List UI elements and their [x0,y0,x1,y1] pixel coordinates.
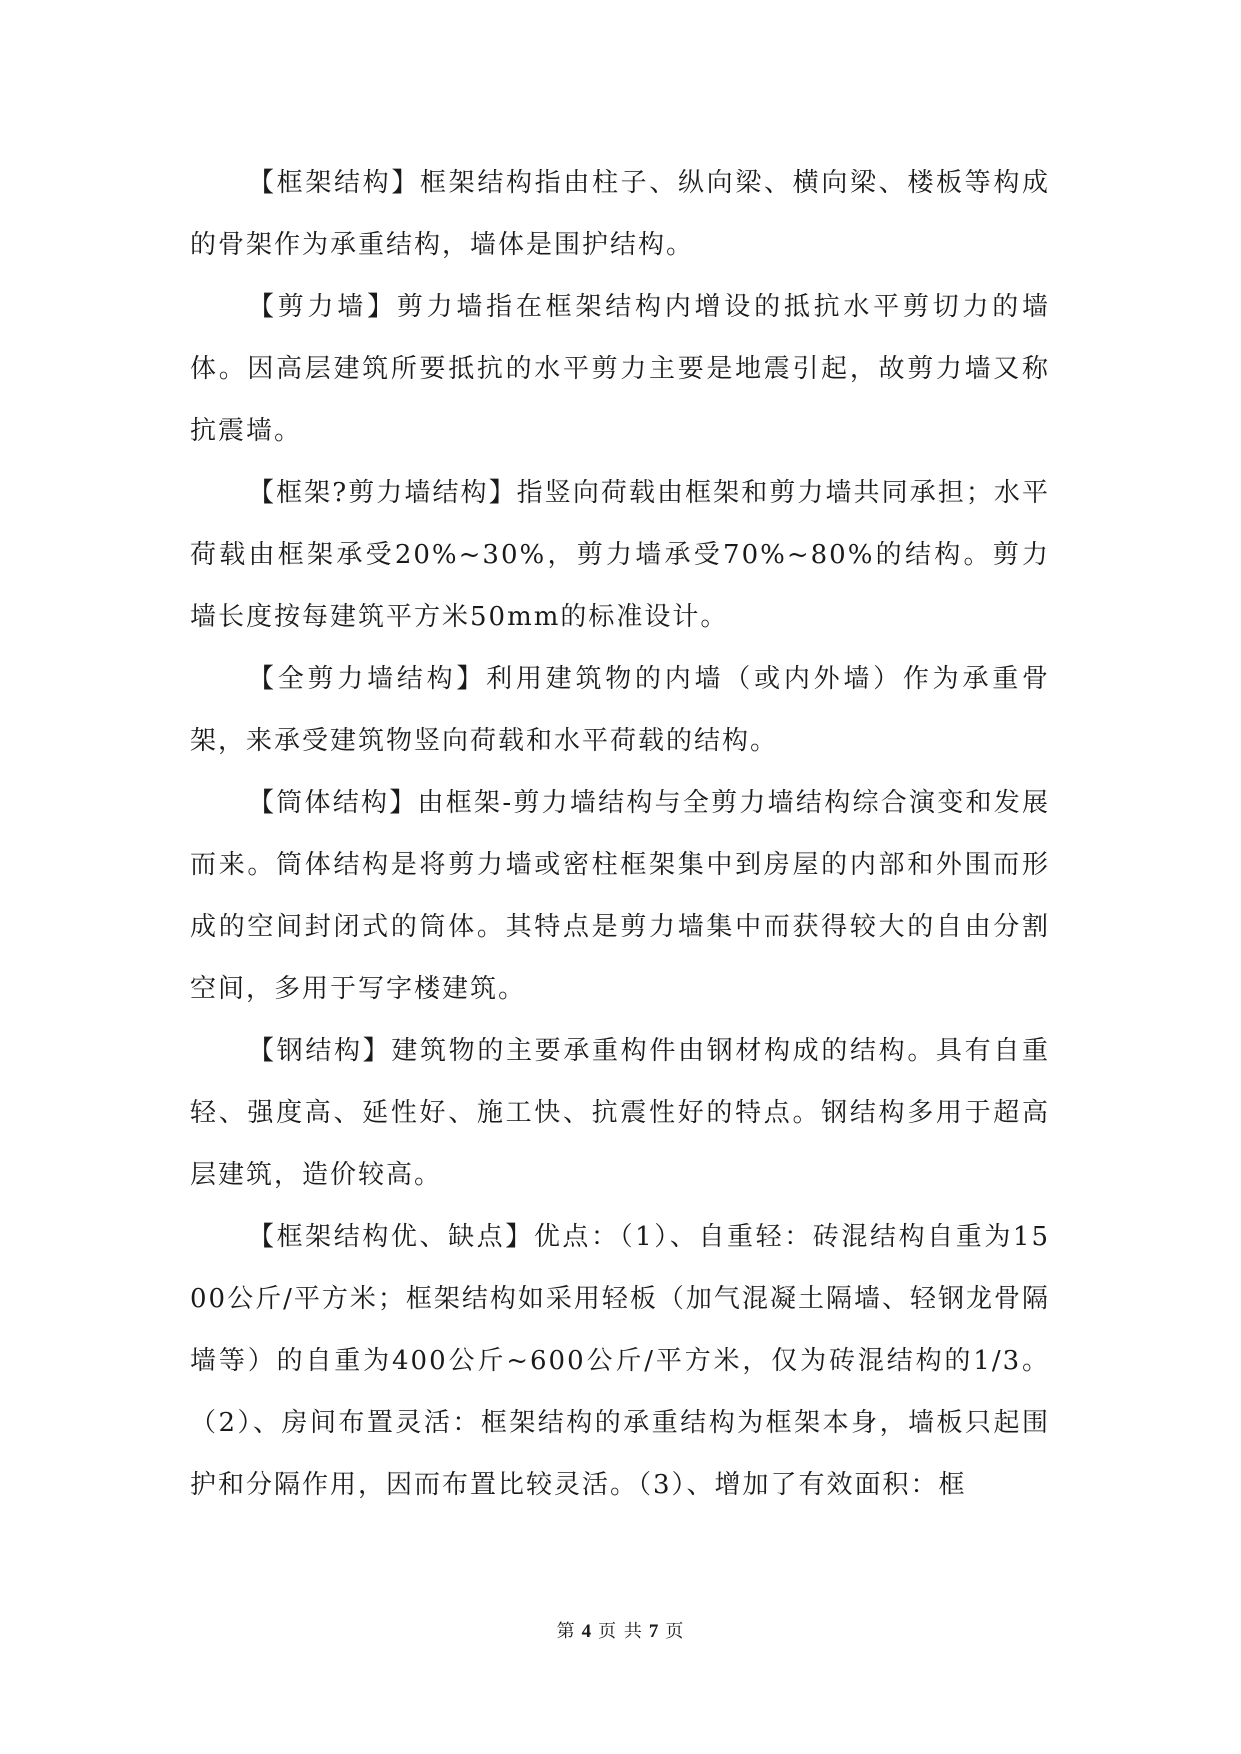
document-body [190,152,1050,1516]
footer-middle: 页 共 [598,1621,643,1642]
total-page-number: 7 [648,1621,660,1642]
paragraph-tube-structure: 【筒体结构】由框架-剪力墙结构与全剪力墙结构综合演变和发展而来。筒体结构是将剪力墙或密柱框架集中到房屋的内部和外围而形成的空间封闭式的筒体。其特点是剪力墙集中而获得较大的自由分割空间，多用于写字楼建筑。 [190,788,1050,1004]
footer-suffix: 页 [665,1621,685,1642]
paragraph-full-shear-wall-structure: 【全剪力墙结构】利用建筑物的内墙（或内外墙）作为承重骨架，来承受建筑物竖向荷载和水平荷载的结构。 [190,664,1050,756]
paragraph-steel-structure: 【钢结构】建筑物的主要承重构件由钢材构成的结构。具有自重轻、强度高、延性好、施工快、抗震性好的特点。钢结构多用于超高层建筑，造价较高。 [190,1036,1050,1190]
paragraph-frame-structure: 【框架结构】框架结构指由柱子、纵向梁、横向梁、楼板等构成的骨架作为承重结构，墙体是围护结构。 [190,168,1050,260]
paragraph-frame-shear-wall-structure: 【框架?剪力墙结构】指竖向荷载由框架和剪力墙共同承担；水平荷载由框架承受20%~30%，剪力墙承受70%~80%的结构。剪力墙长度按每建筑平方米50mm的标准设计。 [190,478,1050,632]
paragraph-frame-pros-cons: 【框架结构优、缺点】优点：（1）、自重轻：砖混结构自重为1500公斤/平方米；框架结构如采用轻板（加气混凝土隔墙、轻钢龙骨隔墙等）的自重为400公斤~600公斤/平方米，仅为砖混结构的1/3。（2）、房间布置灵活：框架结构的承重结构为框架本身，墙板只起围护和分隔作用，因而布置比较灵活。（3）、增加了有效面积：框 [190,1222,1050,1500]
current-page-number: 4 [581,1621,593,1642]
footer-prefix: 第 [556,1621,576,1642]
page-footer [0,1617,1241,1643]
paragraph-shear-wall: 【剪力墙】剪力墙指在框架结构内增设的抵抗水平剪切力的墙体。因高层建筑所要抵抗的水平剪力主要是地震引起，故剪力墙又称抗震墙。 [190,292,1050,446]
